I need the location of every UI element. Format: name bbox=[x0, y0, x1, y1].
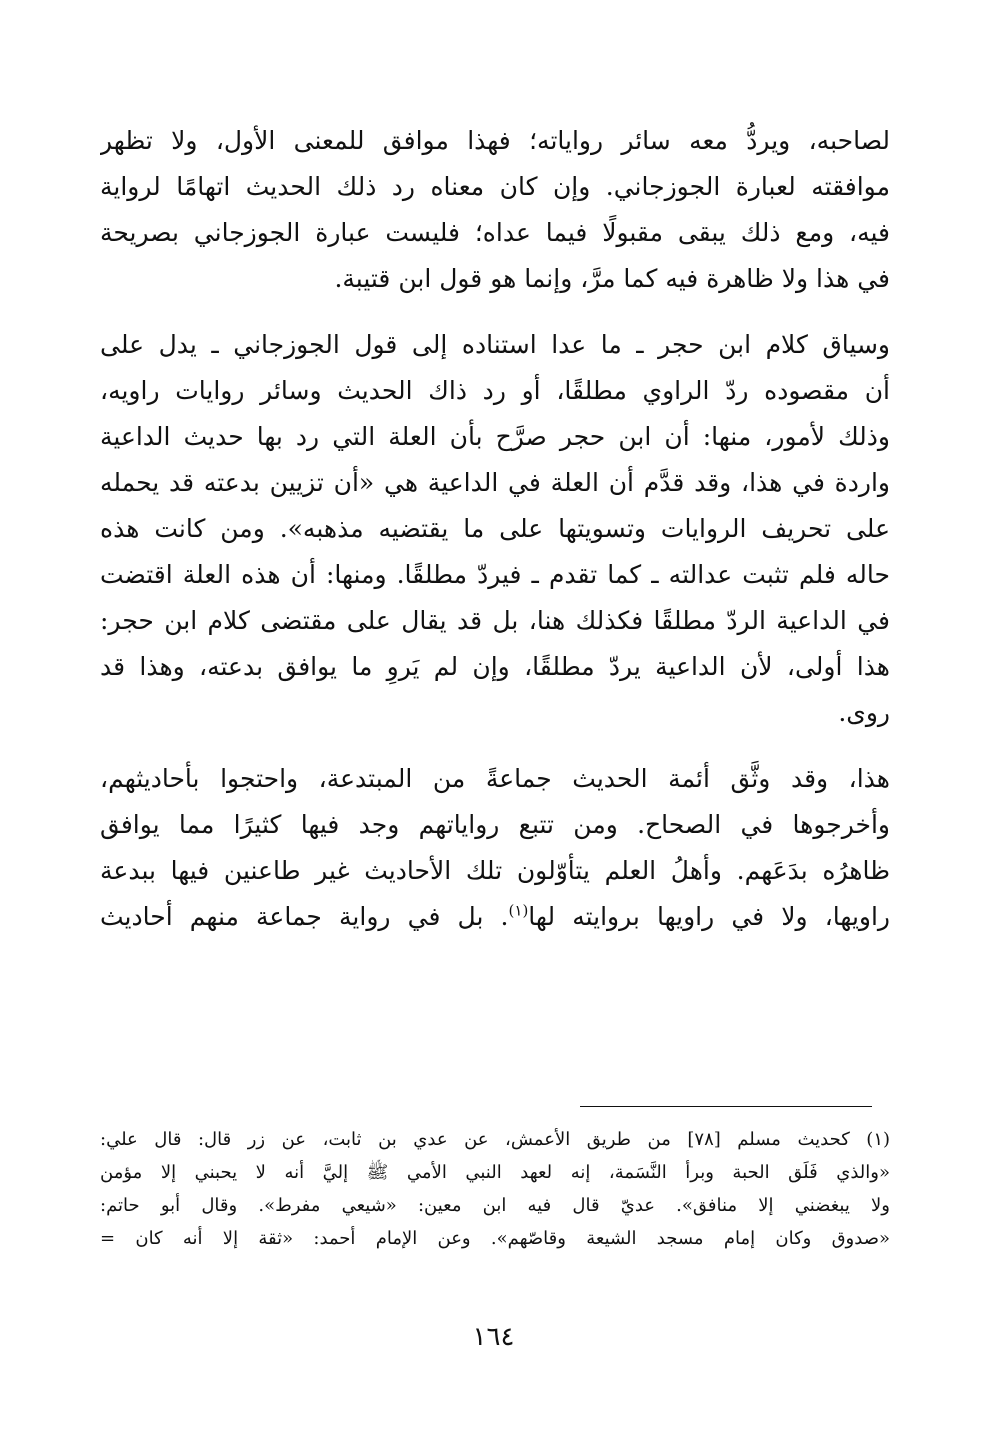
main-text bbox=[100, 118, 890, 940]
paragraph-2 bbox=[100, 322, 890, 736]
text-line: فيه، ومع ذلك يبقى مقبولًا فيما عداه؛ فليست عبارة الجوزجاني بصريحة bbox=[100, 218, 890, 247]
footnote bbox=[100, 1123, 890, 1255]
text-line: هذا، وقد وثَّق أئمة الحديث جماعةً من المبتدعة، واحتجوا بأحاديثهم، bbox=[100, 764, 890, 793]
text-line: حاله فلم تثبت عدالته ـ كما تقدم ـ فيردّ مطلقًا. ومنها: أن هذه العلة اقتضت bbox=[100, 560, 890, 589]
text-line: روى. bbox=[838, 698, 890, 727]
text-fragment: راويها، ولا في راويها بروايته لها bbox=[528, 902, 890, 931]
text-line: موافقته لعبارة الجوزجاني. وإن كان معناه رد ذلك الحديث اتهامًا لرواية bbox=[100, 172, 890, 201]
text-line: في هذا ولا ظاهرة فيه كما مرَّ، وإنما هو قول ابن قتيبة. bbox=[334, 264, 890, 293]
text-line: واردة في هذا، وقد قدَّم أن العلة في الداعية هي «أن تزيين بدعته قد يحمله bbox=[100, 468, 890, 497]
paragraph-gap bbox=[100, 302, 890, 322]
footnote-line: (١) كحديث مسلم [٧٨] من طريق الأعمش، عن عدي بن ثابت، عن زر قال: قال علي: bbox=[100, 1129, 890, 1150]
page-number: ١٦٤ bbox=[472, 1322, 515, 1352]
footnote-reference[interactable]: (١) bbox=[508, 901, 529, 920]
text-line: وذلك لأمور، منها: أن ابن حجر صرَّح بأن العلة التي رد بها حديث الداعية bbox=[100, 422, 890, 451]
footnote-line: «صدوق وكان إمام مسجد الشيعة وقاصّهم». وعن الإمام أحمد: «ثقة إلا أنه كان = bbox=[100, 1228, 890, 1249]
footnote-line: ولا يبغضني إلا منافق». عديّ قال فيه ابن معين: «شيعي مفرط». وقال أبو حاتم: bbox=[100, 1195, 890, 1216]
text-line bbox=[100, 894, 890, 940]
paragraph-1 bbox=[100, 118, 890, 302]
text-line: ظاهرُه بدَعَهم. وأهلُ العلم يتأوّلون تلك الأحاديث غير طاعنين فيها ببدعة bbox=[100, 856, 890, 885]
text-line: وأخرجوها في الصحاح. ومن تتبع رواياتهم وجد فيها كثيرًا مما يوافق bbox=[100, 810, 890, 839]
text-line: لصاحبه، ويردُّ معه سائر رواياته؛ فهذا موافق للمعنى الأول، ولا تظهر bbox=[100, 126, 890, 155]
text-line: على تحريف الروايات وتسويتها على ما يقتضيه مذهبه». ومن كانت هذه bbox=[100, 514, 890, 543]
paragraph-3 bbox=[100, 756, 890, 940]
footnote-line: «والذي فَلَق الحبة وبرأ النَّسَمة، إنه لعهد النبي الأمي ﷺ إليَّ أنه لا يحبني إلا مؤمن bbox=[100, 1162, 890, 1183]
text-line: أن مقصوده ردّ الراوي مطلقًا، أو رد ذاك الحديث وسائر روايات راويه، bbox=[100, 376, 890, 405]
footnote-separator bbox=[580, 1106, 872, 1107]
text-fragment: . بل في رواية جماعة منهم أحاديث bbox=[100, 902, 509, 931]
text-line: في الداعية الردّ مطلقًا فكذلك هنا، بل قد يقال على مقتضى كلام ابن حجر: bbox=[100, 606, 890, 635]
text-line: وسياق كلام ابن حجر ـ ما عدا استناده إلى قول الجوزجاني ـ يدل على bbox=[100, 330, 890, 359]
paragraph-gap bbox=[100, 736, 890, 756]
text-line: هذا أولى، لأن الداعية يردّ مطلقًا، وإن لم يَروِ ما يوافق بدعته، وهذا قد bbox=[100, 652, 890, 681]
